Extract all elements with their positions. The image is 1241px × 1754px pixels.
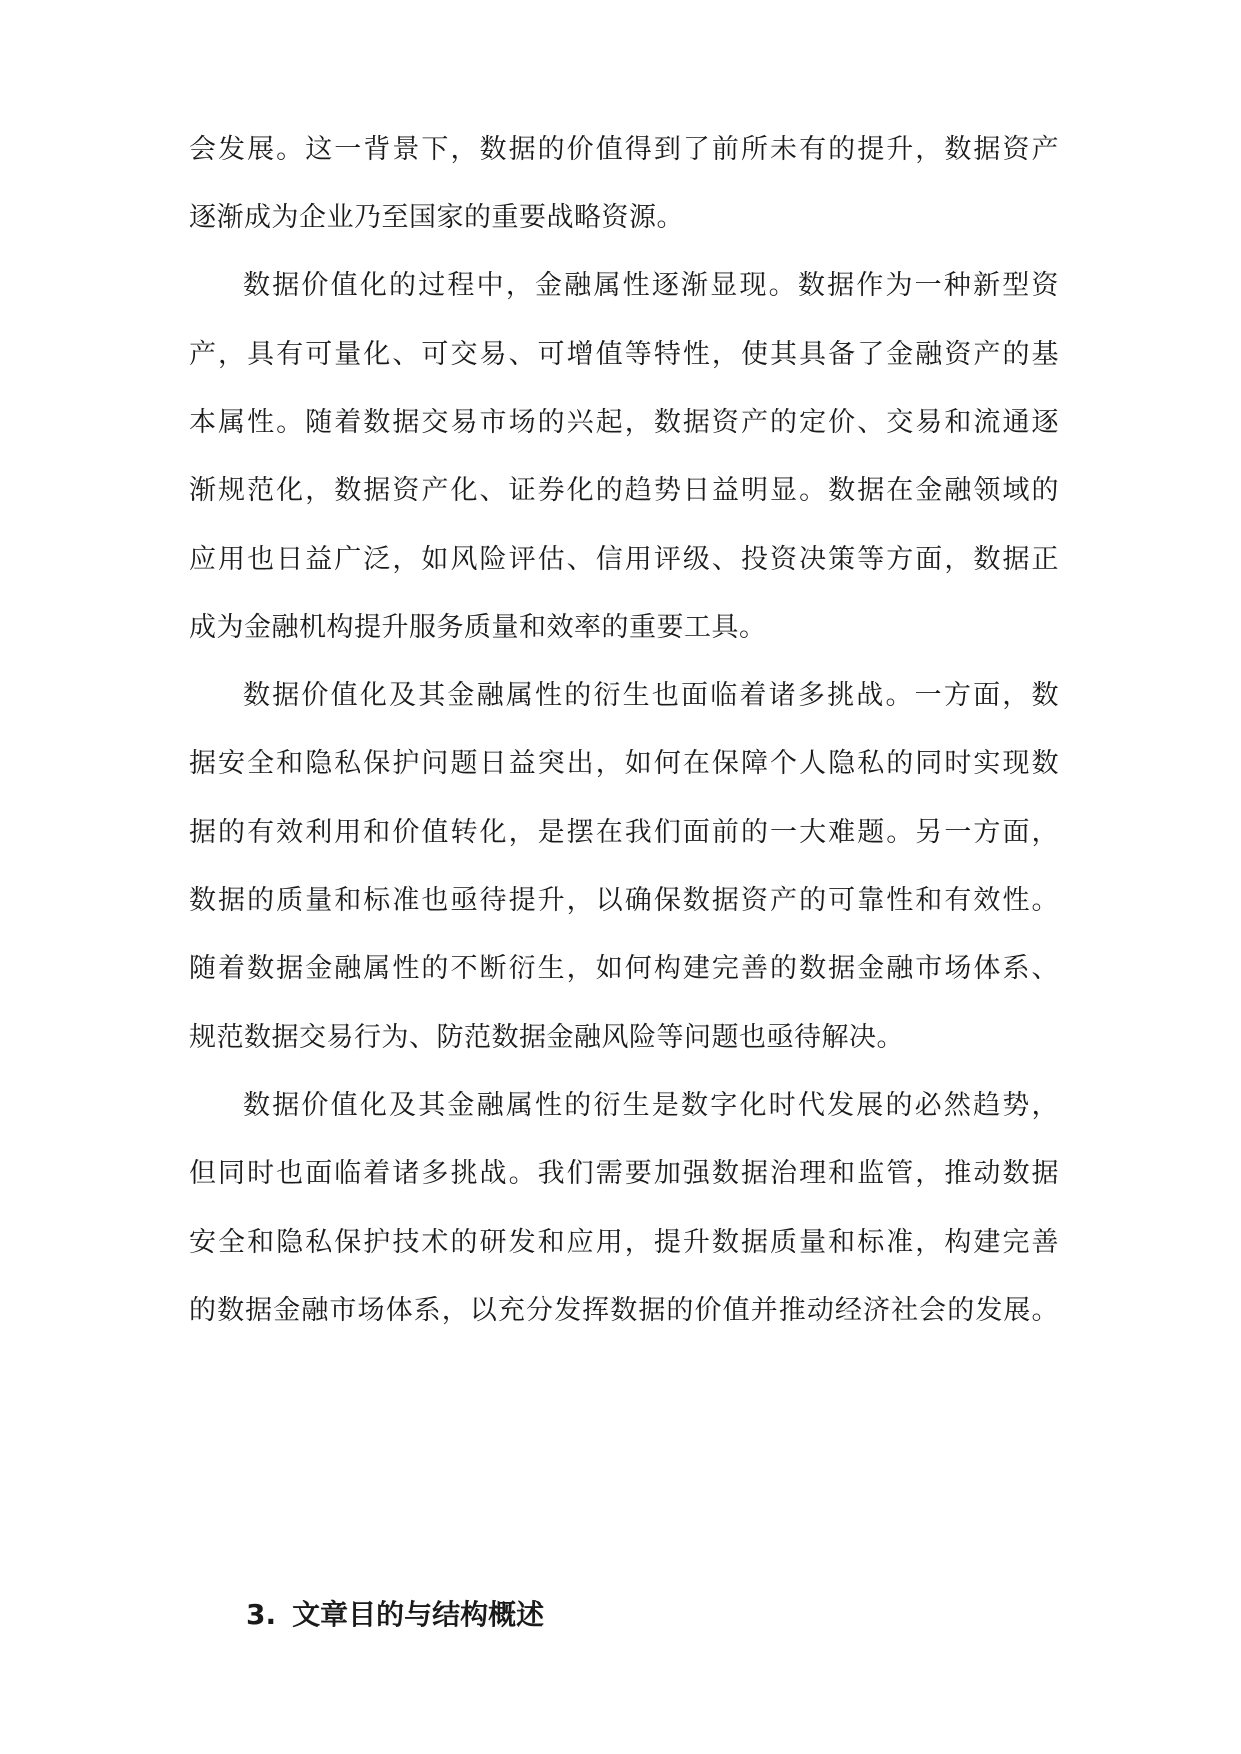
paragraph-line: 数据价值化及其金融属性的衍生也面临着诸多挑战。一方面，数 bbox=[243, 680, 1059, 711]
paragraph-line: 据安全和隐私保护问题日益突出，如何在保障个人隐私的同时实现数 bbox=[189, 748, 1059, 779]
paragraph-line: 随着数据金融属性的不断衍生，如何构建完善的数据金融市场体系、 bbox=[189, 953, 1059, 984]
section-heading bbox=[246, 1593, 544, 1637]
paragraph-line: 安全和隐私保护技术的研发和应用，提升数据质量和标准，构建完善 bbox=[189, 1227, 1059, 1258]
section-title: 文章目的与结构概述 bbox=[292, 1598, 545, 1631]
paragraph-line: 会发展。这一背景下，数据的价值得到了前所未有的提升，数据资产 bbox=[189, 134, 1059, 165]
paragraph-line: 数据价值化的过程中，金融属性逐渐显现。数据作为一种新型资 bbox=[243, 270, 1059, 301]
paragraph-line: 的数据金融市场体系，以充分发挥数据的价值并推动经济社会的发展。 bbox=[189, 1295, 1059, 1326]
paragraph-line: 产，具有可量化、可交易、可增值等特性，使其具备了金融资产的基 bbox=[189, 339, 1059, 370]
paragraph-line: 数据的质量和标准也亟待提升，以确保数据资产的可靠性和有效性。 bbox=[189, 885, 1059, 916]
paragraph-line: 成为金融机构提升服务质量和效率的重要工具。 bbox=[189, 612, 767, 643]
paragraph-line: 据的有效利用和价值转化，是摆在我们面前的一大难题。另一方面， bbox=[189, 817, 1059, 848]
paragraph-line: 渐规范化，数据资产化、证券化的趋势日益明显。数据在金融领域的 bbox=[189, 475, 1059, 506]
section-number: 3. bbox=[246, 1598, 277, 1631]
paragraph-line: 规范数据交易行为、防范数据金融风险等问题也亟待解决。 bbox=[189, 1022, 904, 1053]
paragraph-line: 但同时也面临着诸多挑战。我们需要加强数据治理和监管，推动数据 bbox=[189, 1158, 1059, 1189]
paragraph-line: 逐渐成为企业乃至国家的重要战略资源。 bbox=[189, 202, 684, 233]
paragraph-line: 应用也日益广泛，如风险评估、信用评级、投资决策等方面，数据正 bbox=[189, 544, 1059, 575]
paragraph-line: 本属性。随着数据交易市场的兴起，数据资产的定价、交易和流通逐 bbox=[189, 407, 1059, 438]
paragraph-line: 数据价值化及其金融属性的衍生是数字化时代发展的必然趋势， bbox=[243, 1090, 1059, 1121]
